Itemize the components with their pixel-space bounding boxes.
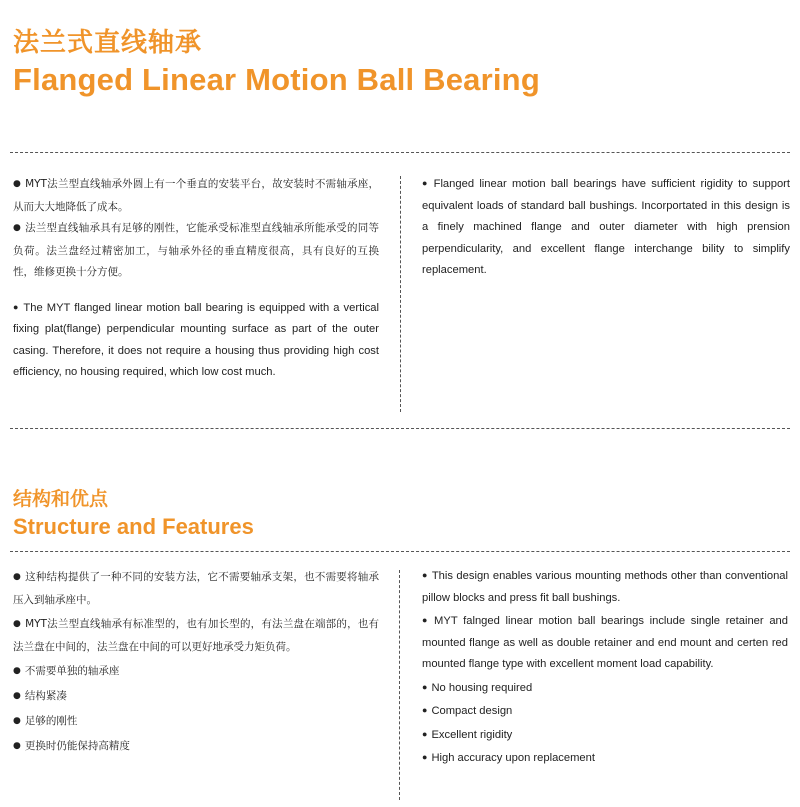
feature-en-2: ● MYT falnged linear motion ball bearings include single retainer and mounted flange as well as double retainer and end mount and certen red mounted flange type with excellent moment load capability. <box>422 611 788 676</box>
features-left-column <box>13 566 379 758</box>
divider-middle <box>10 428 790 429</box>
feature-en-1: ● This design enables various mounting methods other than conventional pillow blocks and press fit ball bushings. <box>422 566 788 609</box>
intro-column-divider <box>400 176 401 412</box>
intro-en-right-paragraph: ● Flanged linear motion ball bearings have sufficient rigidity to support equivalent loads of standard ball bushings. Incorportated in this design is a finely machined flange and outer diameter with high prension perpendicularity, and excellent flange interchange bility to simplify replacement. <box>422 174 790 282</box>
divider-features <box>10 551 790 552</box>
feature-en-4: ● Compact design <box>422 701 788 723</box>
divider-top <box>10 152 790 153</box>
intro-en-paragraph: ● The MYT flanged linear motion ball bearing is equipped with a vertical fixing plat(flange) perpendicular mounting surface as part of the outer casing. Therefore, it does not require a housing thus providing high cost efficiency, no housing required, which low cost much. <box>13 298 379 384</box>
intro-left-column <box>13 174 379 384</box>
feature-cn-2: ● MYT法兰型直线轴承有标准型的，也有加长型的，有法兰盘在端部的，也有法兰盘在中间的，法兰盘在中间的可以更好地承受力矩负荷。 <box>13 613 379 658</box>
feature-cn-6: ● 更换时仍能保持高精度 <box>13 735 379 758</box>
feature-cn-5: ● 足够的刚性 <box>13 710 379 733</box>
feature-en-6: ● High accuracy upon replacement <box>422 748 788 770</box>
features-right-column <box>422 566 788 770</box>
feature-cn-1: ● 这种结构提供了一种不同的安装方法，它不需要轴承支架，也不需要将轴承压入到轴承座中。 <box>13 566 379 611</box>
page-title-cn: 法兰式直线轴承 <box>13 28 203 58</box>
intro-right-column <box>422 174 790 282</box>
feature-en-3: ● No housing required <box>422 678 788 700</box>
intro-cn-paragraph-2: ● 法兰型直线轴承具有足够的刚性，它能承受标准型直线轴承所能承受的同等负荷。法兰盘经过精密加工，与轴承外径的垂直精度很高，具有良好的互换性，维修更换十分方便。 <box>13 218 379 284</box>
page-title-en: Flanged Linear Motion Ball Bearing <box>13 62 540 97</box>
feature-en-5: ● Excellent rigidity <box>422 725 788 747</box>
intro-cn-paragraph-1: ● MYT法兰型直线轴承外圆上有一个垂直的安装平台，故安装时不需轴承座，从而大大地降低了成本。 <box>13 174 379 218</box>
section-title-cn: 结构和优点 <box>13 488 109 510</box>
section-title-en: Structure and Features <box>13 514 254 539</box>
features-column-divider <box>399 570 400 800</box>
feature-cn-3: ● 不需要单独的轴承座 <box>13 660 379 683</box>
feature-cn-4: ● 结构紧凑 <box>13 685 379 708</box>
